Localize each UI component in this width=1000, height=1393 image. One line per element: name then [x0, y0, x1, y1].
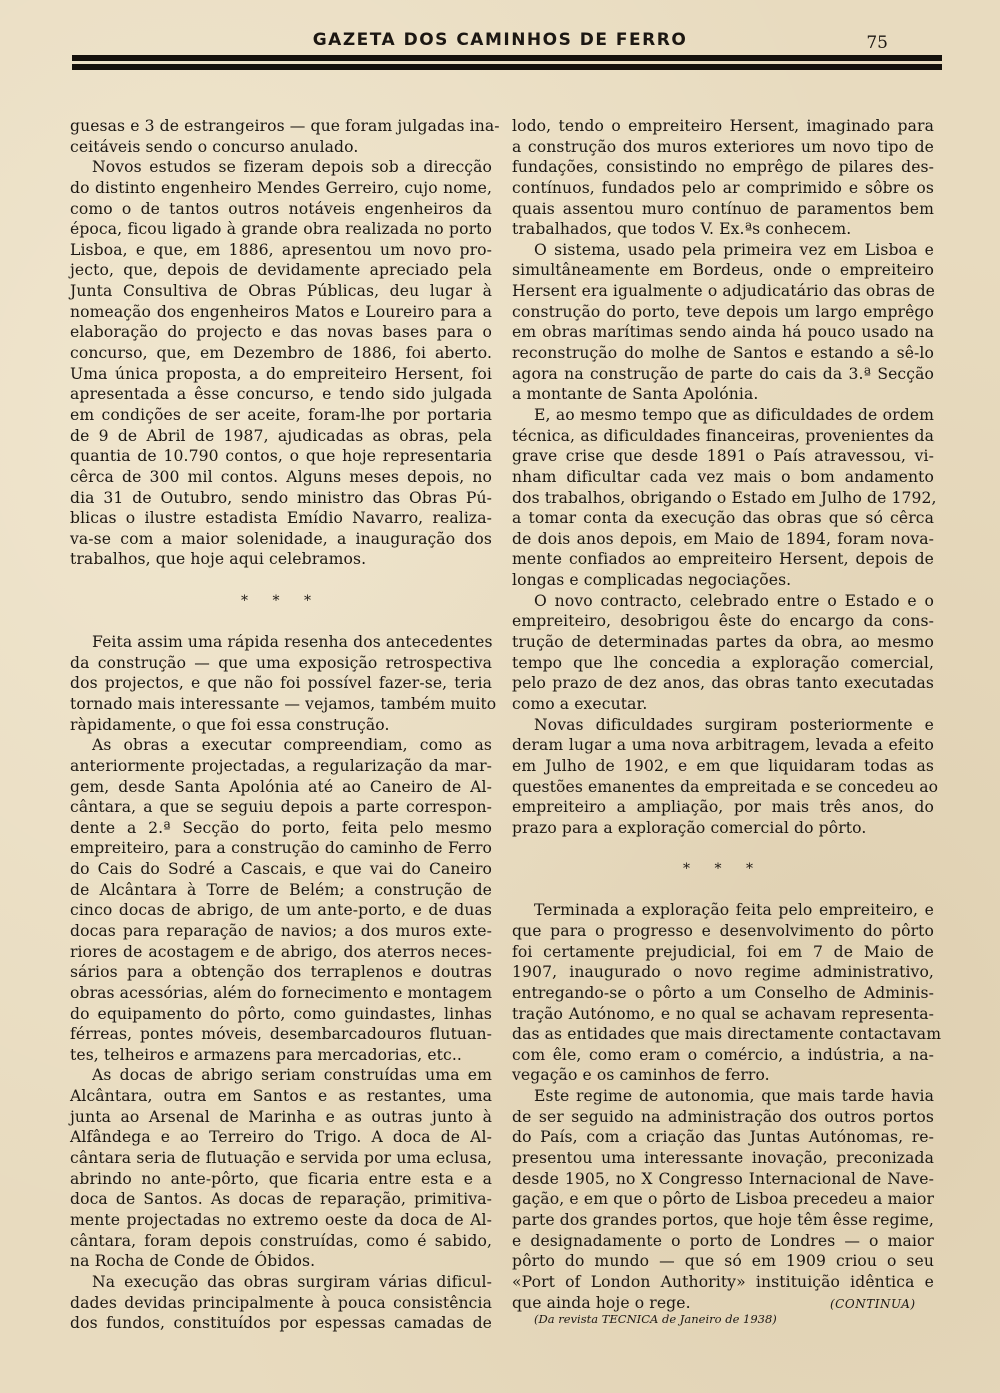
text-line: Feita assim uma rápida resenha dos antecedentes: [92, 633, 493, 652]
text-line: como a executar.: [512, 694, 648, 713]
text-line: apresentada a êsse concurso, e tendo sido julgada: [70, 385, 492, 404]
text-line: entregando-se o pôrto a um Conselho de Adminis-: [512, 983, 934, 1002]
text-line: tes, telheiros e armazens para mercadorias, etc..: [70, 1045, 462, 1064]
text-line: junta ao Arsenal de Marinha e as outras junto à: [70, 1107, 492, 1126]
paragraph-gap: [512, 838, 934, 859]
text-line: O novo contracto, celebrado entre o Estado e o: [534, 591, 934, 610]
text-line: mente confiados ao empreiteiro Hersent, depois de: [512, 550, 934, 569]
text-line: das as entidades que mais directamente contactavam: [512, 1025, 942, 1044]
text-line: deram lugar a uma nova arbitragem, levada a efeito: [512, 736, 934, 755]
text-line: em obras marítimas sendo ainda há pouco usado na: [512, 323, 934, 342]
text-line: O sistema, usado pela primeira vez em Lisboa e: [534, 240, 934, 259]
text-line: Alfândega e ao Terreiro do Trigo. A doca de Al-: [70, 1128, 492, 1147]
text-line: mente projectadas no extremo oeste da doca de Al-: [70, 1210, 492, 1229]
text-line: empreiteiro, para a construção do caminho de Ferro: [70, 839, 492, 858]
text-line: As docas de abrigo seriam construídas uma em: [92, 1066, 492, 1085]
right-column: [512, 116, 942, 1313]
text-line: dia 31 de Outubro, sendo ministro das Obras Pú-: [70, 488, 492, 507]
text-line: cântara, a que se seguiu depois a parte correspon-: [70, 798, 492, 817]
section-separator: * * *: [683, 861, 763, 878]
left-column: [70, 116, 500, 1334]
text-line: de 9 de Abril de 1987, ajudicadas as obras, pela: [70, 426, 492, 445]
text-line: a montante de Santa Apolónia.: [512, 385, 759, 404]
text-line: do distinto engenheiro Mendes Gerreiro, cujo nome,: [70, 178, 492, 197]
text-line: Uma única proposta, a do empreiteiro Hersent, foi: [70, 364, 492, 383]
text-line: gem, desde Santa Apolónia até ao Caneiro de Al-: [70, 777, 492, 796]
text-line: empreiteiro, desobrigou êste do encargo da cons-: [512, 612, 934, 631]
text-line: com êle, como eram o comércio, a indústria, a na-: [512, 1045, 934, 1064]
page-header-title: GAZETA DOS CAMINHOS DE FERRO: [312, 30, 688, 50]
text-line: Novas dificuldades surgiram posteriormente e: [534, 715, 934, 734]
text-line: tração Autónomo, e no qual se achavam representa-: [512, 1004, 934, 1023]
source-note: (Da revista TECNICA de Janeiro de 1938): [534, 1312, 777, 1326]
section-separator: * * *: [241, 592, 321, 609]
paragraph-gap: [70, 611, 492, 632]
page-number: 75: [866, 33, 888, 53]
text-line: quais assentou muro contínuo de paramentos bem: [512, 199, 934, 218]
text-line: dente a 2.ª Secção do porto, feita pelo mesmo: [70, 818, 492, 837]
text-line: lodo, tendo o empreiteiro Hersent, imaginado para: [512, 117, 934, 135]
text-line: cântara, foram depois construídas, como é sabido,: [70, 1231, 492, 1250]
text-line: As obras a executar compreendiam, como as: [92, 736, 492, 755]
text-line: construção do porto, teve depois um largo emprêgo: [512, 302, 934, 321]
text-line: cântara seria de flutuação e servida por uma eclusa,: [70, 1149, 492, 1168]
text-line: desde 1905, no X Congresso Internacional de Nave-: [512, 1169, 934, 1188]
text-line: questões emanentes da empreitada e se concedeu ao: [512, 777, 939, 796]
text-line: abrindo no ante-pôrto, que ficaria entre esta e a: [70, 1169, 492, 1188]
text-line: sários para a obtenção dos terraplenos e doutras: [70, 963, 492, 982]
paragraph-gap: [70, 570, 492, 591]
text-line: que para o progresso e desenvolvimento do pôrto: [512, 921, 934, 940]
text-line: nham dificultar cada vez mais o bom andamento: [512, 467, 934, 486]
continued-note: (CONTINUA): [830, 1297, 916, 1311]
text-line: grave crise que desde 1891 o País atravessou, vi-: [512, 447, 934, 466]
text-line: jecto, que, depois de devidamente apreciado pela: [70, 261, 492, 280]
text-line: doca de Santos. As docas de reparação, primitiva-: [70, 1190, 492, 1209]
text-line: Terminada a exploração feita pelo empreiteiro, e: [534, 901, 934, 920]
text-line: agora na construção de parte do cais da 3.ª Secção: [512, 364, 934, 383]
text-line: guesas e 3 de estrangeiros — que foram julgadas ina-: [70, 117, 500, 135]
text-line: a tomar conta da execução das obras que só cêrca: [512, 509, 934, 528]
text-line: como o de tantos outros notáveis engenheiros da: [70, 199, 492, 218]
text-line: Este regime de autonomia, que mais tarde havia: [534, 1087, 934, 1106]
text-line: dades devidas principalmente à pouca consistência: [70, 1293, 492, 1312]
text-line: Alcântara, outra em Santos e as restantes, uma: [70, 1087, 492, 1106]
text-line: elaboração do projecto e das novas bases para o: [70, 323, 492, 342]
text-line: tornado mais interessante — vejamos, também muito: [70, 694, 497, 713]
text-line: E, ao mesmo tempo que as dificuldades de ordem: [534, 405, 934, 424]
text-line: técnica, as dificuldades financeiras, provenientes da: [512, 426, 934, 445]
text-line: simultâneamente em Bordeus, onde o empreiteiro: [512, 261, 934, 280]
text-line: que ainda hoje o rege.: [512, 1293, 691, 1312]
header-rule-top: [72, 55, 942, 61]
text-line: docas para reparação de navios; a dos muros exte-: [70, 921, 492, 940]
text-line: dos fundos, constituídos por espessas camadas de: [70, 1314, 492, 1333]
text-line: cêrca de 300 mil contos. Alguns meses depois, no: [70, 467, 492, 486]
text-line: férreas, pontes móveis, desembarcadouros flutuan-: [70, 1025, 492, 1044]
text-line: reconstrução do molhe de Santos e estando a sê-lo: [512, 344, 934, 363]
text-line: blicas o ilustre estadista Emídio Navarro, realiza-: [70, 509, 492, 528]
text-line: obras acessórias, além do fornecimento e montagem: [70, 983, 493, 1002]
text-line: em condições de ser aceite, foram-lhe por portaria: [70, 405, 492, 424]
text-line: Novos estudos se fizeram depois sob a direcção: [92, 158, 492, 177]
text-line: de dois anos depois, em Maio de 1894, foram nova-: [512, 529, 934, 548]
text-line: em Julho de 1902, e em que liquidaram todas as: [512, 756, 934, 775]
text-line: quantia de 10.790 contos, o que hoje representaria: [70, 447, 492, 466]
text-line: de ser seguido na administração dos outros portos: [512, 1107, 934, 1126]
text-line: ràpidamente, o que foi essa construção.: [70, 715, 390, 734]
text-line: concurso, que, em Dezembro de 1886, foi aberto.: [70, 344, 492, 363]
text-line: ceitáveis sendo o concurso anulado.: [70, 137, 359, 156]
text-line: nomeação dos engenheiros Matos e Loureiro para a: [70, 302, 492, 321]
text-line: cinco docas de abrigo, de um ante-porto, e de duas: [70, 901, 492, 920]
text-line: dos trabalhos, obrigando o Estado em Julho de 1792,: [512, 488, 937, 507]
text-line: riores de acostagem e de abrigo, dos aterros neces-: [70, 942, 492, 961]
text-line: gação, e em que o pôrto de Lisboa precedeu a maior: [512, 1190, 934, 1209]
text-line: da construção — que uma exposição retrospectiva: [70, 653, 492, 672]
text-line: dos projectos, e que não foi possível fazer-se, teria: [70, 674, 492, 693]
text-line: do equipamento do pôrto, como guindastes, linhas: [70, 1004, 492, 1023]
text-line: longas e complicadas negociações.: [512, 571, 792, 590]
text-line: trabalhados, que todos V. Ex.ªs conhecem.: [512, 220, 852, 239]
text-line: presentou uma interessante inovação, preconizada: [512, 1149, 934, 1168]
paragraph-gap: [512, 880, 934, 901]
text-line: trabalhos, que hoje aqui celebramos.: [70, 550, 367, 569]
text-line: contínuos, fundados pelo ar comprimido e sôbre os: [512, 178, 934, 197]
text-line: vegação e os caminhos de ferro.: [512, 1066, 770, 1085]
text-line: empreiteiro a ampliação, por mais três anos, do: [512, 798, 934, 817]
text-line: anteriormente projectadas, a regularização da mar-: [70, 756, 492, 775]
text-line: do País, com a criação das Juntas Autónomas, re-: [512, 1128, 934, 1147]
text-line: a construção dos muros exteriores um novo tipo de: [512, 137, 934, 156]
text-line: e designadamente o porto de Londres — o maior: [512, 1231, 934, 1250]
text-line: Hersent era igualmente o adjudicatário das obras de: [512, 282, 936, 301]
text-line: de Alcântara à Torre de Belém; a construção de: [70, 880, 492, 899]
text-line: fundações, consistindo no emprêgo de pilares des-: [512, 158, 934, 177]
text-line: foi certamente prejudicial, foi em 7 de Maio de: [512, 942, 934, 961]
text-line: trução de determinadas partes da obra, ao mesmo: [512, 633, 934, 652]
text-line: Na execução das obras surgiram várias dificul-: [92, 1272, 492, 1291]
text-line: época, ficou ligado à grande obra realizada no porto: [70, 220, 492, 239]
text-line: Lisboa, e que, em 1886, apresentou um novo pro-: [70, 240, 492, 259]
text-line: va-se com a maior solenidade, a inauguração dos: [70, 529, 492, 548]
text-line: do Cais do Sodré a Cascais, e que vai do Caneiro: [70, 860, 492, 879]
text-line: na Rocha de Conde de Óbidos.: [70, 1252, 316, 1271]
text-line: tempo que lhe concedia a exploração comercial,: [512, 653, 934, 672]
text-line: 1907, inaugurado o novo regime administrativo,: [512, 963, 934, 982]
text-line: parte dos grandes portos, que hoje têm êsse regime,: [512, 1210, 934, 1229]
text-line: «Port of London Authority» instituição idêntica e: [512, 1272, 934, 1291]
text-line: Junta Consultiva de Obras Públicas, deu lugar à: [70, 282, 492, 301]
text-line: prazo para a exploração comercial do pôrto.: [512, 818, 867, 837]
text-line: pôrto do mundo — que só em 1909 criou o seu: [512, 1252, 934, 1271]
header-rule-bottom: [72, 64, 942, 70]
text-line: pelo prazo de dez anos, das obras tanto executadas: [512, 674, 934, 693]
